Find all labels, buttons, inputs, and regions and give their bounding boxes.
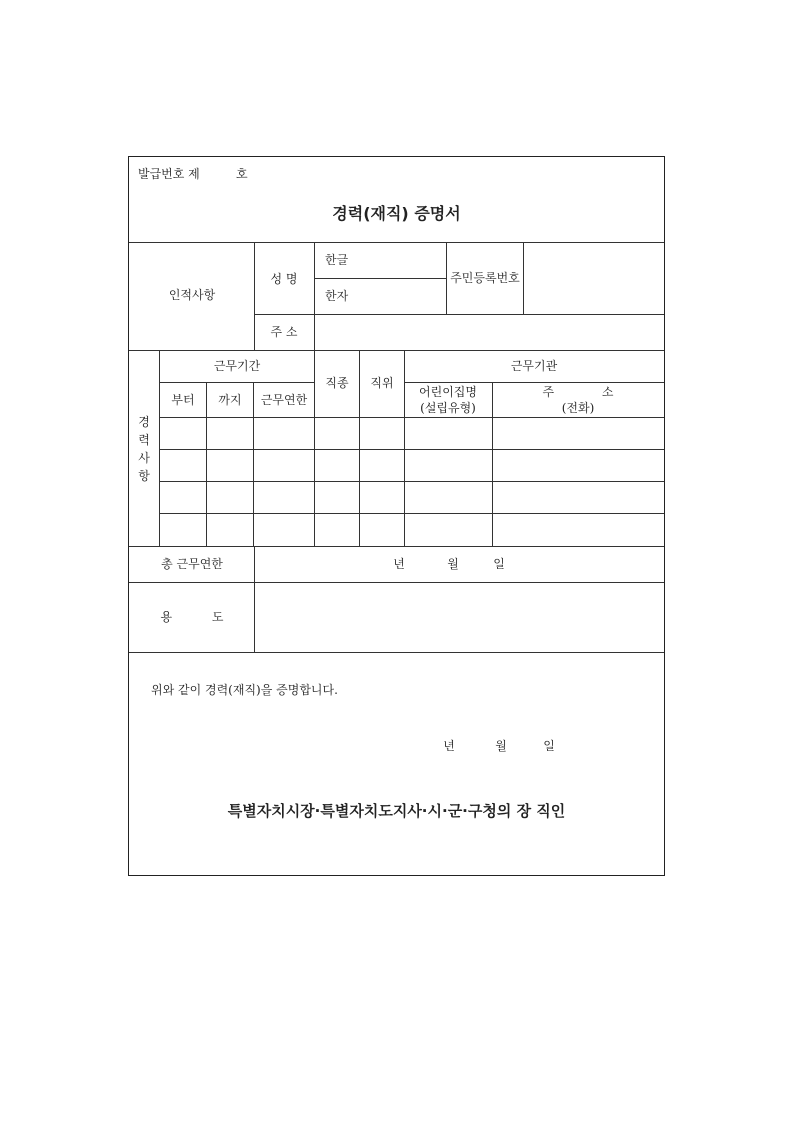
divider-career-header [159, 417, 664, 418]
career-label-char: 사 [138, 451, 150, 465]
vline-jobtype [359, 350, 360, 546]
cert-month-label: 월 [495, 739, 507, 753]
vline-name-label [314, 242, 315, 350]
career-label-char: 력 [138, 433, 150, 447]
divider-name-rows [314, 278, 446, 279]
address-label: 주 소 [270, 325, 298, 339]
phone-header: (전화) [561, 401, 595, 415]
divider-personal-bottom [129, 350, 664, 351]
inst-address-header: 주 소 [542, 385, 636, 399]
hanja-label: 한자 [325, 289, 349, 303]
vline-rrn-left [446, 242, 447, 314]
divider-career-bottom [129, 546, 664, 547]
certification-statement: 위와 같이 경력(재직)을 증명합니다. [151, 683, 338, 697]
rrn-label: 주민등록번호 [450, 271, 520, 285]
institution-header: 근무기관 [510, 359, 558, 373]
vline-from [206, 382, 207, 546]
personal-section-label: 인적사항 [168, 288, 216, 302]
work-years-header: 근무연한 [260, 393, 308, 407]
name-label: 성 명 [270, 272, 298, 286]
career-certificate-form [128, 156, 665, 876]
job-type-header: 직종 [325, 376, 349, 390]
vline-position [404, 350, 405, 546]
issue-number-suffix: 호 [236, 167, 248, 181]
document-title: 경력(재직) 증명서 [332, 204, 461, 223]
work-period-header: 근무기간 [213, 359, 261, 373]
vline-rrn-right [523, 242, 524, 314]
purpose-label: 용 도 [160, 610, 242, 624]
total-month-label: 월 [447, 557, 459, 571]
total-day-label: 일 [493, 557, 505, 571]
daycare-name-header: 어린이집명 [419, 385, 477, 399]
career-label-char: 항 [138, 469, 150, 483]
vline-years [314, 350, 315, 546]
career-label-char: 경 [138, 415, 150, 429]
divider-institution-sub [404, 382, 664, 383]
hangul-label: 한글 [325, 253, 349, 267]
total-year-label: 년 [393, 557, 405, 571]
to-header: 까지 [218, 393, 242, 407]
issuer-signature: 특별자치시장·특별자치도지사·시·군·구청의 장 직인 [227, 802, 566, 820]
vline-personal-label [254, 242, 255, 350]
issue-number-label: 발급번호 제 [138, 167, 200, 181]
divider-purpose-bottom [129, 652, 664, 653]
position-header: 직위 [370, 376, 394, 390]
from-header: 부터 [171, 393, 195, 407]
divider-header [129, 242, 664, 243]
vline-total-purpose [254, 546, 255, 652]
cert-year-label: 년 [443, 739, 455, 753]
divider-address-top [254, 314, 664, 315]
cert-day-label: 일 [543, 739, 555, 753]
establish-type-header: (설립유형) [420, 401, 476, 415]
vline-daycare [492, 382, 493, 546]
divider-career-row-1 [159, 449, 664, 450]
total-work-years-label: 총 근무연한 [161, 557, 223, 571]
divider-career-row-3 [159, 513, 664, 514]
divider-career-row-2 [159, 481, 664, 482]
divider-period-sub [159, 382, 314, 383]
vline-to [253, 382, 254, 546]
divider-total-bottom [129, 582, 664, 583]
vline-career-label [159, 350, 160, 546]
